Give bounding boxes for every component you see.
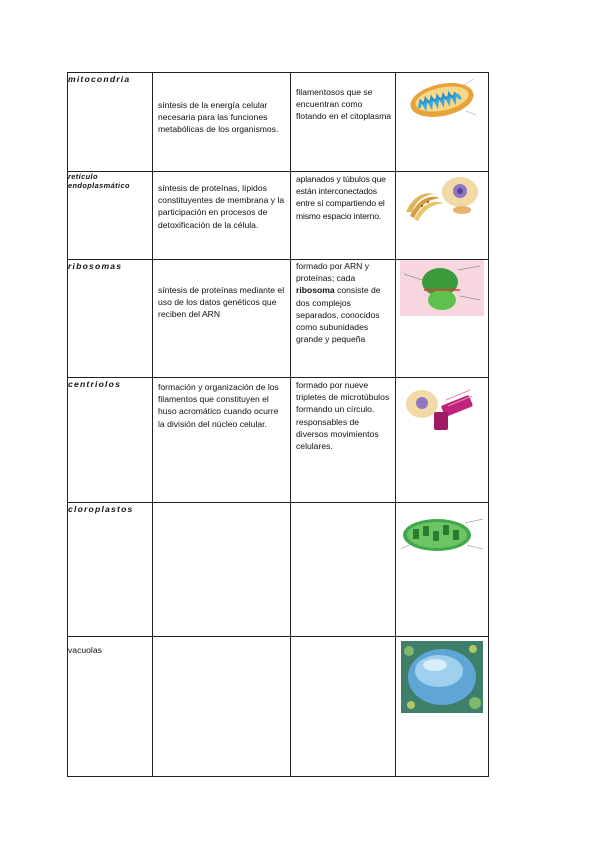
function-text: síntesis de proteínas, lípidos constituyentes de membrana y la participación en procesos de detoxificación de la célula. bbox=[158, 183, 285, 230]
function-cell bbox=[153, 172, 291, 260]
function-cell bbox=[153, 260, 291, 378]
table-row-ribosomas bbox=[68, 260, 489, 378]
function-cell bbox=[153, 73, 291, 172]
organelle-name: retículo endoplasmático bbox=[68, 172, 153, 260]
endoplasmic-reticulum-illustration bbox=[402, 172, 482, 224]
image-cell bbox=[396, 172, 489, 260]
mitochondria-illustration bbox=[406, 73, 478, 123]
function-text bbox=[153, 503, 290, 508]
vacuole-illustration bbox=[401, 641, 483, 713]
table-row-mitocondria bbox=[68, 73, 489, 172]
structure-cell bbox=[291, 73, 396, 172]
table-row-centriolos bbox=[68, 378, 489, 503]
function-cell bbox=[153, 637, 291, 777]
function-text: formación y organización de los filamentos que constituyen el huso acromático cuando ocurre la división del núcleo celular. bbox=[158, 382, 279, 429]
centriole-illustration bbox=[402, 386, 482, 434]
function-text bbox=[153, 637, 290, 642]
image-cell bbox=[396, 260, 489, 378]
table-row-cloroplastos bbox=[68, 503, 489, 637]
structure-text bbox=[291, 503, 395, 504]
function-cell bbox=[153, 378, 291, 503]
structure-cell bbox=[291, 172, 396, 260]
organelle-name: mitocondria bbox=[68, 73, 153, 172]
structure-text: filamentosos que se encuentran como flotando en el citoplasma bbox=[296, 87, 392, 122]
image-cell bbox=[396, 503, 489, 637]
structure-cell bbox=[291, 637, 396, 777]
table-row-vacuolas bbox=[68, 637, 489, 777]
structure-cell bbox=[291, 503, 396, 637]
structure-cell bbox=[291, 260, 396, 378]
organelle-name: centriolos bbox=[68, 378, 153, 503]
structure-text bbox=[291, 260, 395, 345]
function-text: síntesis de proteínas mediante el uso de los datos genéticos que reciben del ARN bbox=[158, 285, 285, 320]
function-cell bbox=[153, 503, 291, 637]
organelle-name: vacuolas bbox=[68, 637, 153, 777]
structure-text bbox=[291, 637, 395, 638]
image-cell bbox=[396, 378, 489, 503]
organelle-table bbox=[67, 72, 489, 777]
image-cell bbox=[396, 73, 489, 172]
structure-cell bbox=[291, 378, 396, 503]
organelle-name: cloroplastos bbox=[68, 503, 153, 637]
structure-text: formado por nueve tripletes de microtúbulos formando un círculo. responsables de diversos movimientos celulares. bbox=[296, 380, 390, 452]
structure-text: aplanados y túbulos que están interconectados entre sí compartiendo el mismo espacio interno. bbox=[296, 174, 386, 221]
chloroplast-illustration bbox=[399, 515, 485, 555]
structure-text-start: formado por ARN y proteínas; cada bbox=[296, 261, 370, 284]
image-cell bbox=[396, 637, 489, 777]
table-row-reticulo bbox=[68, 172, 489, 260]
organelle-name: ribosomas bbox=[68, 260, 153, 378]
ribosome-illustration bbox=[400, 260, 484, 316]
structure-text-end: consiste de dos complejos separados, conocidos como subunidades grande y pequeña bbox=[296, 285, 381, 345]
function-text: síntesis de la energía celular necesaria para las funciones metabólicas de los organismos. bbox=[158, 100, 279, 135]
ribosoma-keyword: ribosoma bbox=[296, 285, 335, 296]
